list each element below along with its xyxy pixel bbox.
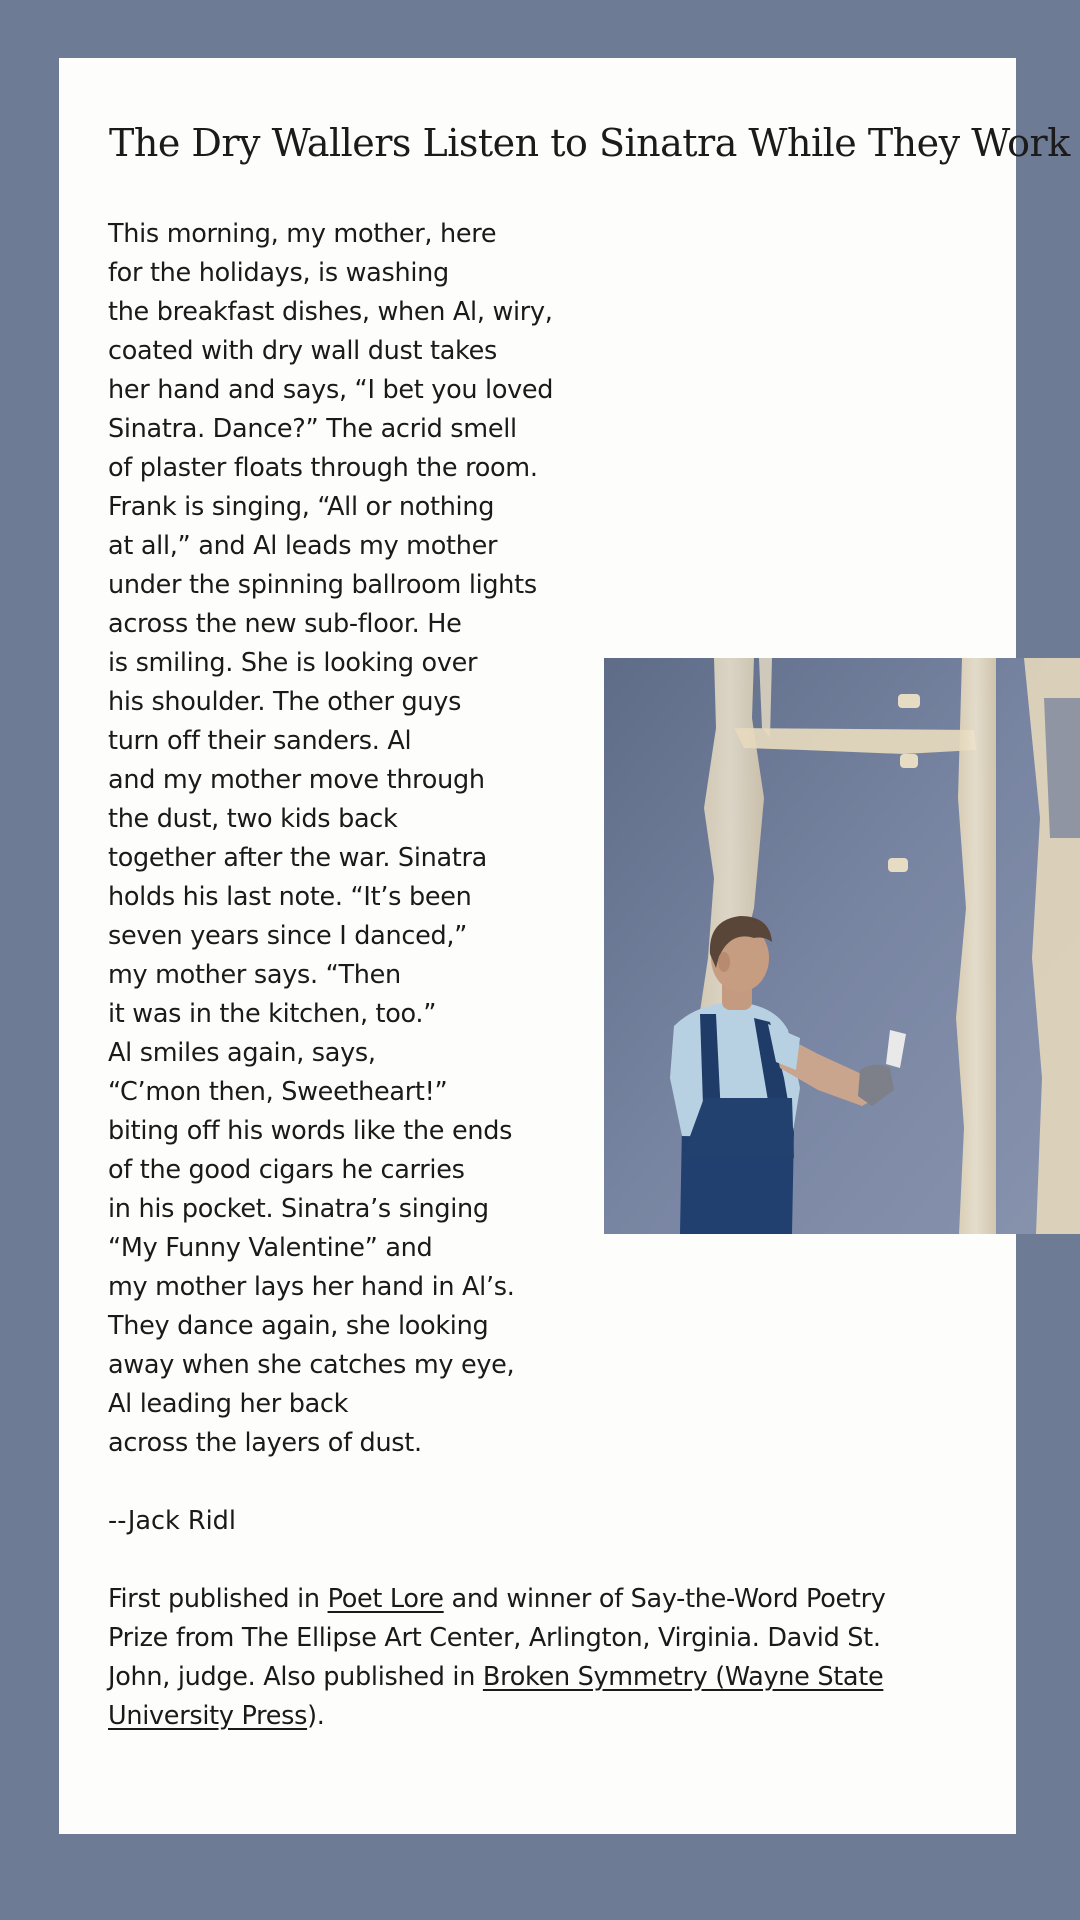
poem-line: across the layers of dust. (108, 1428, 422, 1458)
plaster-spot (888, 858, 908, 872)
publication-credit (108, 1580, 898, 1736)
wall-patch (1044, 698, 1080, 838)
poem-title: The Dry Wallers Listen to Sinatra While They Work (109, 121, 1070, 165)
poem-line: Al smiles again, says, (108, 1038, 376, 1068)
poem-line: at all,” and Al leads my mother (108, 531, 498, 561)
poem-line: They dance again, she looking (108, 1311, 489, 1341)
poem-line: holds his last note. “It’s been (108, 882, 472, 912)
poem-line: my mother says. “Then (108, 960, 401, 990)
poem-line: it was in the kitchen, too.” (108, 999, 437, 1029)
poet-lore-link[interactable]: Poet Lore (327, 1584, 444, 1614)
poem-line: the dust, two kids back (108, 804, 398, 834)
poem-line: away when she catches my eye, (108, 1350, 515, 1380)
poem-line: “My Funny Valentine” and (108, 1233, 433, 1263)
poem-line: under the spinning ballroom lights (108, 570, 537, 600)
worker-ear (718, 952, 730, 972)
poem-line: is smiling. She is looking over (108, 648, 478, 678)
poem-line: biting off his words like the ends (108, 1116, 513, 1146)
poem-line: This morning, my mother, here (108, 219, 497, 249)
poem-line: of the good cigars he carries (108, 1155, 465, 1185)
poem-line: her hand and says, “I bet you loved (108, 375, 554, 405)
poem-body (108, 215, 553, 1463)
credit-middle: and winner of Say-the-Word Poetry Prize from The Ellipse Art Center, Arlington, Virginia. David St. John, judge. Also published in (108, 1584, 886, 1692)
poem-line: Al leading her back (108, 1389, 349, 1419)
photo-illustration (604, 658, 1080, 1234)
broken-symmetry-link[interactable]: Broken Symmetry (Wayne State University Press (108, 1662, 884, 1731)
plaster-spot (898, 694, 920, 708)
poem-line: together after the war. Sinatra (108, 843, 488, 873)
poem-author: --Jack Ridl (108, 1506, 236, 1536)
poem-line: and my mother move through (108, 765, 485, 795)
poem-line: seven years since I danced,” (108, 921, 468, 951)
poem-line: “C’mon then, Sweetheart!” (108, 1077, 448, 1107)
poem-line: his shoulder. The other guys (108, 687, 462, 717)
credit-suffix: ). (307, 1701, 325, 1731)
poem-line: Frank is singing, “All or nothing (108, 492, 495, 522)
poem-line: in his pocket. Sinatra’s singing (108, 1194, 489, 1224)
poem-line: of plaster floats through the room. (108, 453, 538, 483)
poem-line: for the holidays, is washing (108, 258, 449, 288)
poem-line: the breakfast dishes, when Al, wiry, (108, 297, 553, 327)
poem-line: coated with dry wall dust takes (108, 336, 497, 366)
credit-prefix: First published in (108, 1584, 328, 1614)
poem-line: my mother lays her hand in Al’s. (108, 1272, 515, 1302)
poem-line: across the new sub-floor. He (108, 609, 462, 639)
drywall-worker-photo (604, 658, 1080, 1234)
poem-line: Sinatra. Dance?” The acrid smell (108, 414, 517, 444)
plaster-spot (900, 754, 918, 768)
poem-line: turn off their sanders. Al (108, 726, 412, 756)
